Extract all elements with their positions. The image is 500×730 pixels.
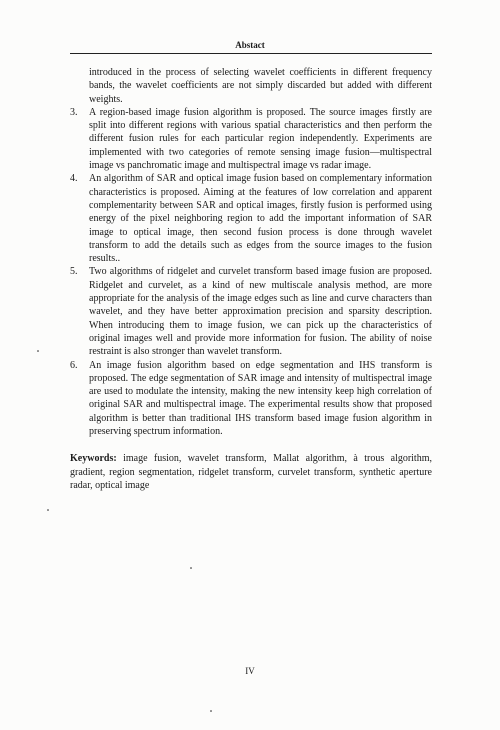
running-header: Abstact <box>235 40 265 50</box>
scan-speck <box>210 710 212 712</box>
continuation-paragraph: introduced in the process of selecting wavelet coefficients in different frequency bands, the wavelet coefficients are not simply discarded but added with different weights. <box>89 67 432 105</box>
item-text: Two algorithms of ridgelet and curvelet transform based image fusion are proposed. Ridgelet and curvelet, as a kind of new multiscale analysis method, are more appropriate for the analysis of the image edges such as line and curve characters than wavelet, and they have better approximation precision and sparsity description. When introducing them to image fusion, we can pick up the characteristics of original images well and provide more information for fusion. The ability of noise restraint is also stronger than wavelet transform. <box>89 266 432 358</box>
header-rule <box>70 53 432 54</box>
keywords-text: image fusion, wavelet transform, Mallat algorithm, à trous algorithm, gradient, region segmentation, ridgelet transform, curvelet transform, synthetic aperture radar, optical image <box>70 453 432 491</box>
keywords-label: Keywords: <box>70 453 117 465</box>
scan-speck <box>190 567 192 569</box>
keywords-paragraph <box>70 452 432 492</box>
list-item <box>70 359 432 439</box>
contribution-list <box>70 106 432 438</box>
scan-speck <box>47 509 49 511</box>
item-text: An image fusion algorithm based on edge segmentation and IHS transform is proposed. The edge segmentation of SAR image and intensity of multispectral image are used to modulate the intensity, making the new intensity keep high correlation of original SAR and multispectral image. The experimental results show that proposed algorithm is better than traditional IHS transform based image fusion algorithm in preserving spectrum information. <box>89 359 432 438</box>
item-number: 5. <box>70 266 78 278</box>
item-number: 6. <box>70 359 78 371</box>
item-number: 4. <box>70 173 78 185</box>
scan-speck <box>37 350 39 352</box>
page-number: IV <box>245 666 255 676</box>
list-item <box>70 265 432 358</box>
item-number: 3. <box>70 106 78 118</box>
list-item <box>70 172 432 265</box>
abstract-body <box>70 66 432 492</box>
item-text: An algorithm of SAR and optical image fusion based on complementary information characteristics is proposed. Aiming at the features of low correlation and apparent complementarity between SAR and optical images, firstly fusion is performed using energy of the pixel neighboring region to add the important information of SAR image to optical image, then second fusion process is done through wavelet transform to add the details such as edges from the source images to the fusion results.. <box>89 173 432 265</box>
item-text: A region-based image fusion algorithm is proposed. The source images firstly are split into different regions with various spatial characteristics and then perform the different fusion rules for each particular region independently. Experiments are implemented with two categories of remote sensing image fusion—multispectral image vs panchromatic image and multispectral image vs radar image. <box>89 106 432 172</box>
list-item <box>70 106 432 172</box>
